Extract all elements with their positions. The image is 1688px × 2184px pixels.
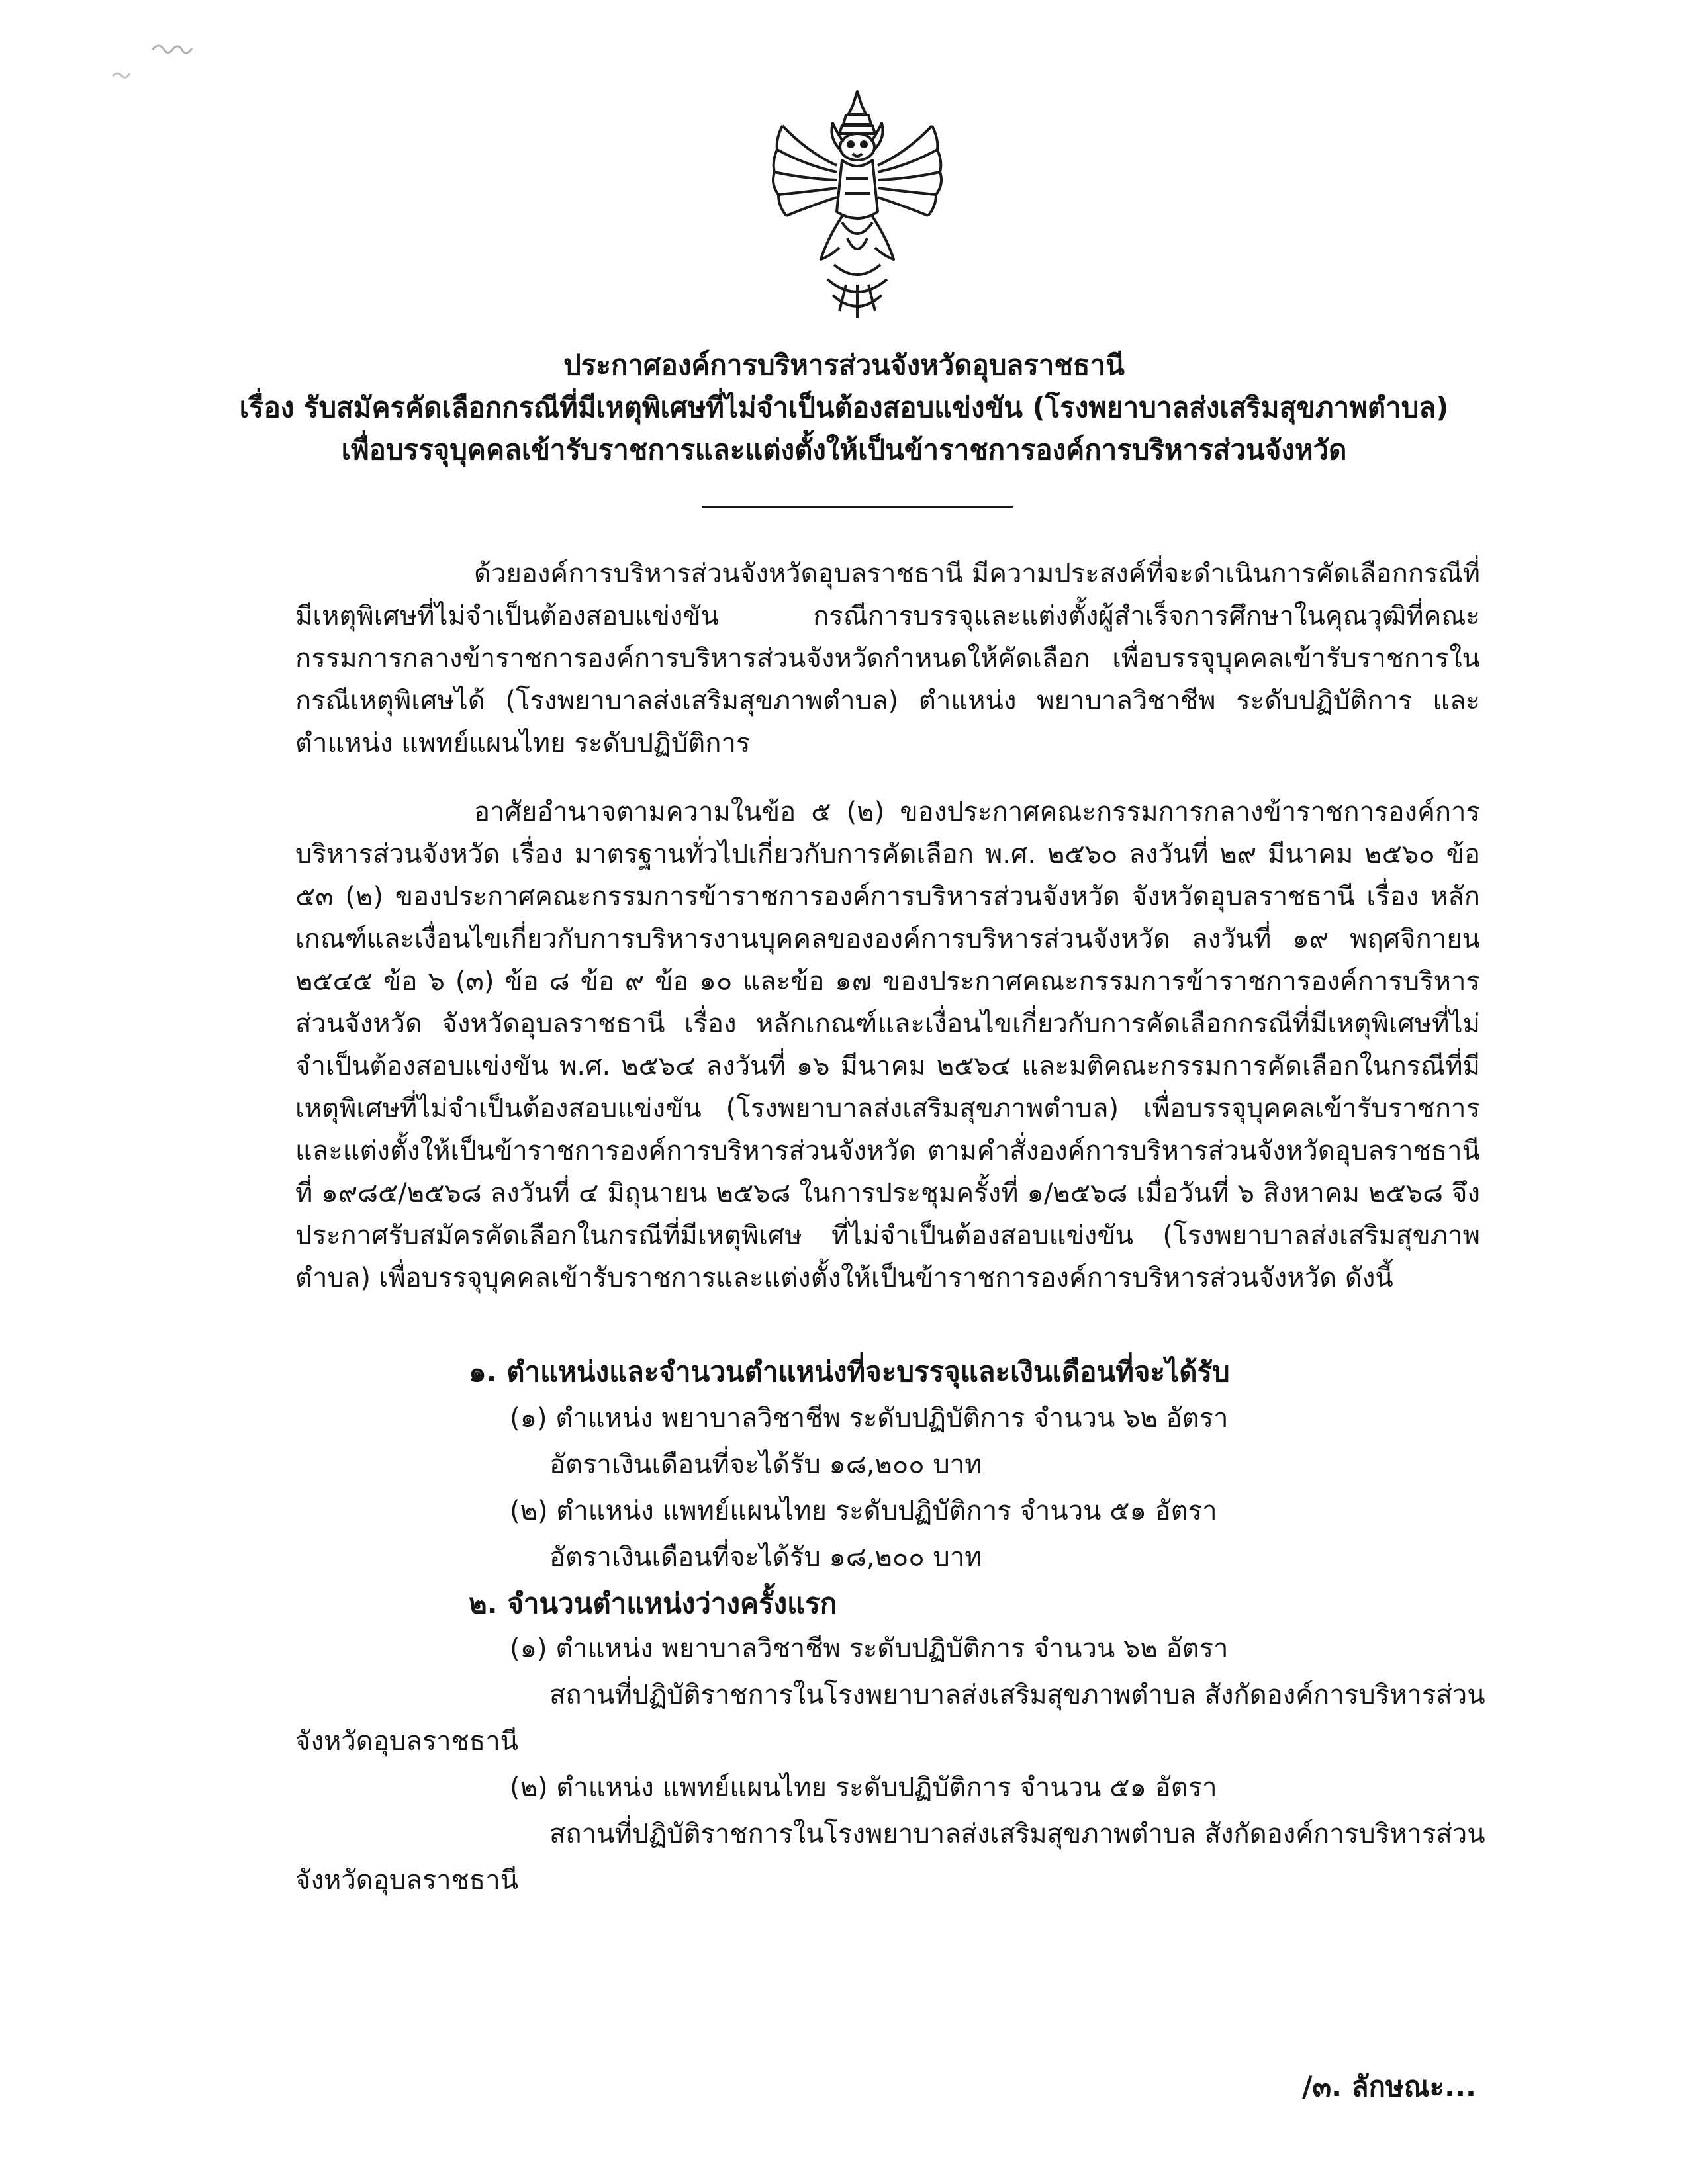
intro-paragraph: ด้วยองค์การบริหารส่วนจังหวัดอุบลราชธานี มีความประสงค์ที่จะดำเนินการคัดเลือกกรณีที่มีเหตุพิเศษที่ไม่จำเป็นต้องสอบแข่งขัน กรณีการบรรจุและแต่งตั้งผู้สำเร็จการศึกษาในคุณวุฒิที่คณะกรรมการกลางข้าราชการองค์การบริหารส่วนจังหวัดกำหนดให้คัดเลือก เพื่อบรรจุบุคคลเข้ารับราชการในกรณีเหตุพิเศษได้ (โรงพยาบาลส่งเสริมสุขภาพตำบล) ตำแหน่ง พยาบาลวิชาชีพ ระดับปฏิบัติการ และ ตำแหน่ง แพทย์แผนไทย ระดับปฏิบัติการ xyxy=(295,559,1480,758)
garuda-emblem-icon xyxy=(768,86,947,324)
announcement-subject-continued: เพื่อบรรจุบุคคลเข้ารับราชการและแต่งตั้งให้เป็นข้าราชการองค์การบริหารส่วนจังหวัด xyxy=(341,433,1347,466)
section-2-item-1-location-continued: จังหวัดอุบลราชธานี xyxy=(295,1726,519,1756)
continuation-marker: /๓. ลักษณะ... xyxy=(1302,2070,1476,2103)
section-2-item-2-location: สถานที่ปฏิบัติราชการในโรงพยาบาลส่งเสริมสุขภาพตำบล สังกัดองค์การบริหารส่วน xyxy=(549,1819,1485,1849)
section-1-item-2-salary: อัตราเงินเดือนที่จะได้รับ ๑๘,๒๐๐ บาท xyxy=(549,1542,982,1572)
pencil-annotation xyxy=(99,30,232,89)
section-1-item-1-salary: อัตราเงินเดือนที่จะได้รับ ๑๘,๒๐๐ บาท xyxy=(549,1449,982,1480)
announcement-header xyxy=(132,344,1556,471)
section-2-title: ๒. จำนวนตำแหน่งว่างครั้งแรก xyxy=(469,1587,837,1619)
authority-paragraph: อาศัยอำนาจตามความในข้อ ๕ (๒) ของประกาศคณะกรรมการกลางข้าราชการองค์การบริหารส่วนจังหวัด เรื่อง มาตรฐานทั่วไปเกี่ยวกับการคัดเลือก พ.ศ. ๒๕๖๐ ลงวันที่ ๒๙ มีนาคม ๒๕๖๐ ข้อ ๕๓ (๒) ของประกาศคณะกรรมการข้าราชการองค์การบริหารส่วนจังหวัด จังหวัดอุบลราชธานี เรื่อง หลักเกณฑ์และเงื่อนไขเกี่ยวกับการบริหารงานบุคคลขององค์การบริหารส่วนจังหวัด ลงวันที่ ๑๙ พฤศจิกายน ๒๕๔๕ ข้อ ๖ (๓) ข้อ ๘ ข้อ ๙ ข้อ ๑๐ และข้อ ๑๗ ของประกาศคณะกรรมการข้าราชการองค์การบริหารส่วนจังหวัด จังหวัดอุบลราชธานี เรื่อง หลักเกณฑ์และเงื่อนไขเกี่ยวกับการคัดเลือกกรณีที่มีเหตุพิเศษที่ไม่จำเป็นต้องสอบแข่งขัน พ.ศ. ๒๕๖๔ ลงวันที่ ๑๖ มีนาคม ๒๕๖๔ และมติคณะกรรมการคัดเลือกในกรณีที่มีเหตุพิเศษที่ไม่จำเป็นต้องสอบแข่งขัน (โรงพยาบาลส่งเสริมสุขภาพตำบล) เพื่อบรรจุบุคคลเข้ารับราชการและแต่งตั้งให้เป็นข้าราชการองค์การบริหารส่วนจังหวัด ตามคำสั่งองค์การบริหารส่วนจังหวัดอุบลราชธานี ที่ ๑๙๘๕/๒๕๖๘ ลงวันที่ ๔ มิถุนายน ๒๕๖๘ ในการประชุมครั้งที่ ๑/๒๕๖๘ เมื่อวันที่ ๖ สิงหาคม ๒๕๖๘ จึงประกาศรับสมัครคัดเลือกในกรณีที่มีเหตุพิเศษ ที่ไม่จำเป็นต้องสอบแข่งขัน (โรงพยาบาลส่งเสริมสุขภาพตำบล) เพื่อบรรจุบุคคลเข้ารับราชการและแต่งตั้งให้เป็นข้าราชการองค์การบริหารส่วนจังหวัด ดังนี้ xyxy=(295,797,1480,1293)
section-2-item-2: (๒) ตำแหน่ง แพทย์แผนไทย ระดับปฏิบัติการ จำนวน ๕๑ อัตรา xyxy=(510,1772,1217,1803)
section-1-title: ๑. ตำแหน่งและจำนวนตำแหน่งที่จะบรรจุและเงินเดือนที่จะได้รับ xyxy=(469,1355,1230,1388)
announcement-title: ประกาศองค์การบริหารส่วนจังหวัดอุบลราชธานี xyxy=(563,349,1125,381)
section-1-item-1: (๑) ตำแหน่ง พยาบาลวิชาชีพ ระดับปฏิบัติการ จำนวน ๖๒ อัตรา xyxy=(510,1403,1229,1433)
header-divider xyxy=(702,506,1013,508)
section-2-item-2-location-continued: จังหวัดอุบลราชธานี xyxy=(295,1865,519,1895)
section-2-item-1-location: สถานที่ปฏิบัติราชการในโรงพยาบาลส่งเสริมสุขภาพตำบล สังกัดองค์การบริหารส่วน xyxy=(549,1680,1485,1710)
announcement-subject: เรื่อง รับสมัครคัดเลือกกรณีที่มีเหตุพิเศษที่ไม่จำเป็นต้องสอบแข่งขัน (โรงพยาบาลส่งเสริมสุขภาพตำบล) xyxy=(239,391,1449,424)
section-2-item-1: (๑) ตำแหน่ง พยาบาลวิชาชีพ ระดับปฏิบัติการ จำนวน ๖๒ อัตรา xyxy=(510,1633,1229,1664)
section-1-item-2: (๒) ตำแหน่ง แพทย์แผนไทย ระดับปฏิบัติการ จำนวน ๕๑ อัตรา xyxy=(510,1496,1217,1526)
